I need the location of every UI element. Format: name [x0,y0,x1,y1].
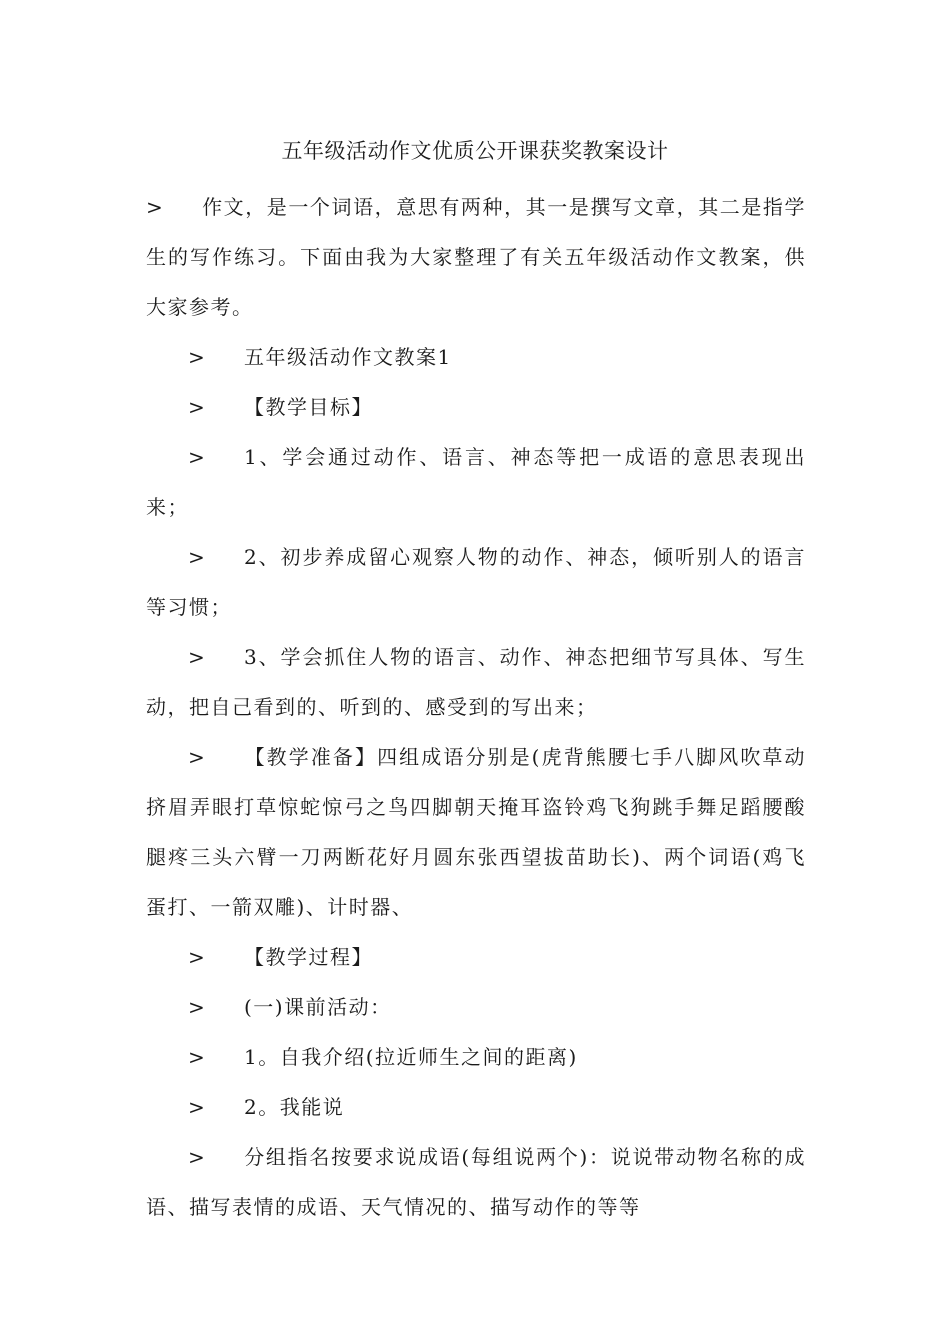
paragraph [146,1032,806,1082]
bullet-marker: > [188,945,207,969]
paragraph [146,1132,806,1232]
paragraph [146,532,806,632]
paragraph [146,982,806,1032]
bullet-marker: > [188,1145,207,1169]
paragraph-text: 【教学目标】 [244,395,373,419]
paragraph [146,382,806,432]
bullet-marker: > [188,395,207,419]
paragraph [146,1082,806,1132]
paragraph-text: 2、初步养成留心观察人物的动作、神态，倾听别人的语言等习惯； [146,545,806,619]
bullet-marker: > [188,345,207,369]
paragraph-text: (一)课前活动： [244,995,392,1019]
bullet-marker: > [188,995,207,1019]
paragraph-text: 2。我能说 [244,1095,345,1119]
paragraph [146,732,806,932]
bullet-marker: > [188,745,207,769]
paragraph-text: 作文，是一个词语，意思有两种，其一是撰写文章，其二是指学生的写作练习。下面由我为大家整理了有关五年级活动作文教案，供大家参考。 [146,195,806,319]
bullet-marker: > [188,1095,207,1119]
paragraph-text: 分组指名按要求说成语(每组说两个)：说说带动物名称的成语、描写表情的成语、天气情况的、描写动作的等等 [146,1145,806,1219]
paragraph-text: 3、学会抓住人物的语言、动作、神态把细节写具体、写生动，把自己看到的、听到的、感受到的写出来； [146,645,806,719]
bullet-marker: > [188,545,207,569]
paragraph-text: 【教学过程】 [244,945,373,969]
paragraph-text: 【教学准备】四组成语分别是(虎背熊腰七手八脚风吹草动挤眉弄眼打草惊蛇惊弓之鸟四脚朝天掩耳盗铃鸡飞狗跳手舞足蹈腰酸腿疼三头六臂一刀两断花好月圆东张西望拔苗助长)、两个词语(鸡飞蛋打、一箭双雕)、计时器、 [146,745,806,919]
paragraph-text: 1、学会通过动作、语言、神态等把一成语的意思表现出来； [146,445,806,519]
paragraph-text: 五年级活动作文教案1 [244,345,452,369]
paragraph [146,932,806,982]
paragraph [146,182,806,332]
bullet-marker: > [188,1045,207,1069]
bullet-marker: > [188,645,207,669]
bullet-marker: > [188,445,207,469]
bullet-marker: > [146,195,165,219]
document-body [146,182,806,1232]
paragraph [146,332,806,382]
paragraph-text: 1。自我介绍(拉近师生之间的距离) [244,1045,578,1069]
paragraph [146,432,806,532]
paragraph [146,632,806,732]
document-title: 五年级活动作文优质公开课获奖教案设计 [281,139,669,163]
